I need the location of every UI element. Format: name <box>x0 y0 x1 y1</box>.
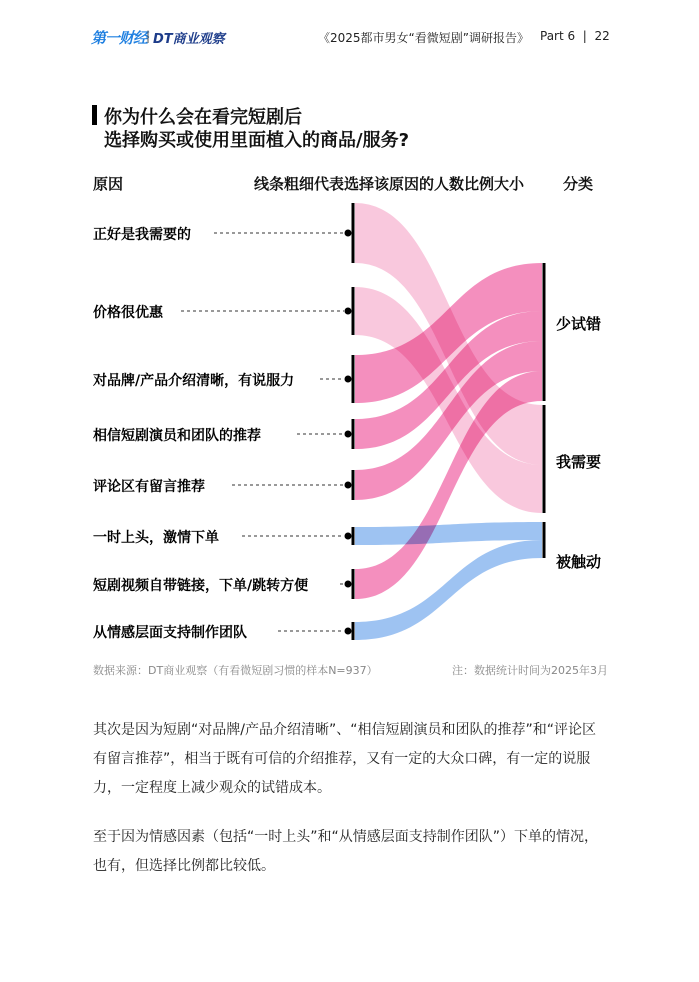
question-line-2: 选择购买或使用里面植入的商品/服务? <box>104 130 410 151</box>
source-dot-1 <box>345 308 352 315</box>
category-label-0: 少试错 <box>556 315 602 333</box>
source-dot-0 <box>345 230 352 237</box>
data-source-note: 数据来源：DT商业观察（有看微短剧习惯的样本N=937） <box>93 664 378 677</box>
reason-label-0: 正好是我需要的 <box>93 227 191 243</box>
page-separator: | <box>578 29 591 43</box>
source-node-6 <box>352 569 355 599</box>
sankey-flows <box>355 203 542 640</box>
source-dot-2 <box>345 376 352 383</box>
source-node-0 <box>352 203 355 263</box>
source-dot-5 <box>345 533 352 540</box>
column-header-reason: 原因 <box>93 175 124 193</box>
reason-label-5: 一时上头，激情下单 <box>93 530 219 546</box>
report-title: 《2025都市男女“看微短剧”调研报告》 <box>318 31 529 45</box>
source-node-1 <box>352 287 355 335</box>
reason-label-2: 对品牌/产品介绍清晰，有说服力 <box>93 373 295 389</box>
source-dot-3 <box>345 431 352 438</box>
category-label-2: 被触动 <box>556 553 602 571</box>
flow-5-2 <box>355 522 542 545</box>
logo-divider: | <box>146 29 151 43</box>
source-dot-6 <box>345 581 352 588</box>
reason-label-1: 价格很优惠 <box>93 305 163 321</box>
reason-label-7: 从情感层面支持制作团队 <box>93 625 247 641</box>
brand-logo-yicai: 第一财经 <box>91 29 148 47</box>
source-node-7 <box>352 622 355 640</box>
source-node-3 <box>352 419 355 449</box>
source-node-2 <box>352 355 355 403</box>
part-label: Part 6 <box>540 29 576 43</box>
reason-label-6: 短剧视频自带链接，下单/跳转方便 <box>93 578 309 594</box>
page-number: 22 <box>594 29 610 43</box>
reason-label-4: 评论区有留言推荐 <box>93 479 205 495</box>
source-dot-7 <box>345 628 352 635</box>
target-node-0 <box>543 263 546 401</box>
question-line-1: 你为什么会在看完短剧后 <box>104 107 302 128</box>
paragraph-1: 其次是因为短剧“对品牌/产品介绍清晰”、“相信短剧演员和团队的推荐”和“评论区有留言推荐”，相当于既有可信的介绍推荐，又有一定的大众口碑，有一定的说服力，一定程度上减少观众的试错成本。 <box>93 722 596 796</box>
data-date-note: 注：数据统计时间为2025年3月 <box>452 664 608 677</box>
target-node-1 <box>543 405 546 513</box>
category-label-1: 我需要 <box>556 453 602 471</box>
column-header-category: 分类 <box>563 175 594 193</box>
paragraph-2: 至于因为情感因素（包括“一时上头”和“从情感层面支持制作团队”）下单的情况，也有，但选择比例都比较低。 <box>93 829 599 874</box>
reason-label-3: 相信短剧演员和团队的推荐 <box>93 428 261 444</box>
column-header-legend: 线条粗细代表选择该原因的人数比例大小 <box>254 175 525 193</box>
brand-logo-dt: DT商业观察 <box>153 32 225 47</box>
source-node-5 <box>352 527 355 545</box>
source-dot-4 <box>345 482 352 489</box>
target-node-2 <box>543 522 546 558</box>
source-node-4 <box>352 470 355 500</box>
